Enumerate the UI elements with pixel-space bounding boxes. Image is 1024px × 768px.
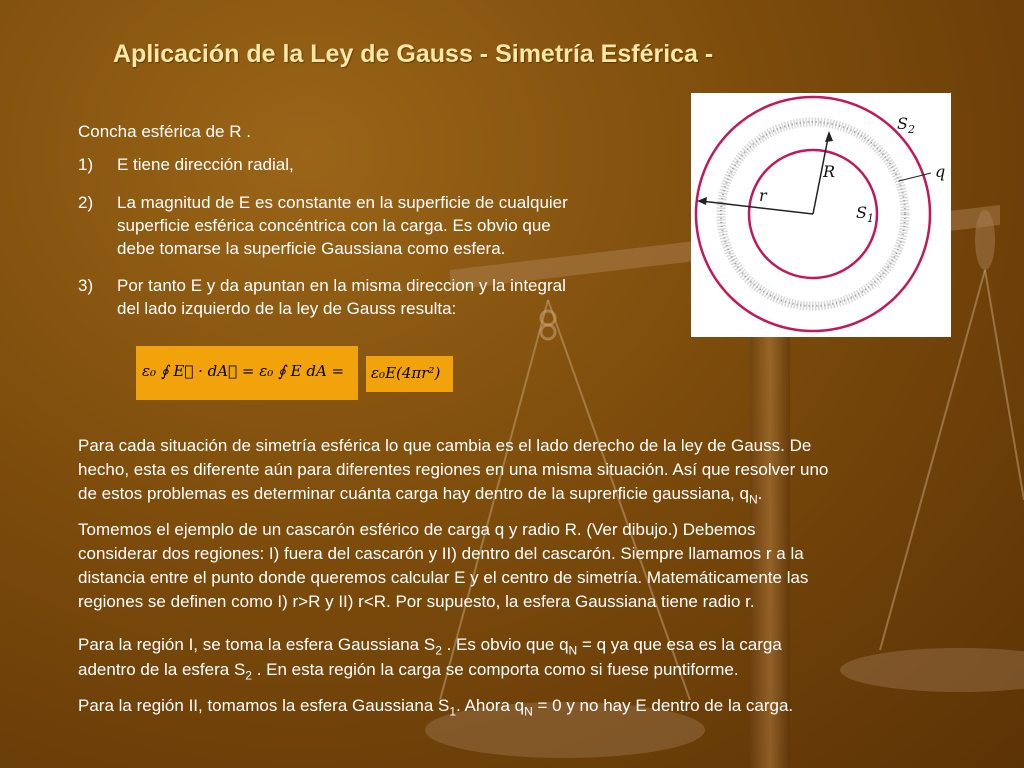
gauss-result-equation bbox=[366, 356, 453, 392]
paragraph-1-line-2: hecho, esta es diferente aún para diferentes regiones en una misma situación. Así que resolver uno bbox=[78, 460, 829, 479]
label-q: q bbox=[935, 162, 946, 181]
list-item-3-line-2: del lado izquierdo de la ley de Gauss resulta: bbox=[117, 299, 457, 318]
paragraph-3-line-1: Para la región I, se toma la esfera Gaussiana $S_2$ . Es obvio que $q_N = q$ ya que esa es la carga bbox=[78, 635, 782, 658]
label-s1: $S_1$ bbox=[856, 203, 874, 225]
list-item-1: 1) E tiene dirección radial, bbox=[78, 155, 294, 174]
spherical-shell-diagram bbox=[691, 93, 951, 337]
paragraph-2-line-3: distancia entre el punto donde queremos calcular E y el centro de simetría. Matemáticamente las bbox=[78, 568, 809, 587]
paragraph-1-line-3: de estos problemas es determinar cuánta carga hay dentro de la suprerficie gaussiana, $q_N$. bbox=[78, 484, 763, 507]
q-pointer bbox=[899, 173, 931, 181]
paragraph-2-line-2: considerar dos regiones: I) fuera del cascarón y II) dentro del cascarón. Siempre llamamos r a la bbox=[78, 544, 804, 563]
page-title: Aplicación de la Ley de Gauss - Simetría Esférica - bbox=[113, 40, 714, 68]
diagram-svg bbox=[691, 93, 951, 337]
paragraph-1-line-1: Para cada situación de simetría esférica lo que cambia es el lado derecho de la ley de Gauss. De bbox=[78, 436, 812, 455]
intro-text: Concha esférica de R . bbox=[78, 122, 251, 141]
list-item-3: 3) Por tanto E y da apuntan en la misma direccion y la integral bbox=[78, 276, 566, 295]
paragraph-2-line-1: Tomemos el ejemplo de un cascarón esférico de carga q y radio R. (Ver dibujo.) Debemos bbox=[78, 520, 756, 539]
equation-left-side: ε₀ ∮ E⃗ · dA⃗ = ε₀ ∮ E dA = bbox=[142, 362, 345, 380]
label-R: R bbox=[823, 162, 836, 181]
label-r: r bbox=[759, 186, 767, 205]
paragraph-4: Para la región II, tomamos la esfera Gaussiana $S_1$. Ahora $q_N = 0$ y no hay E dentro de la carga. bbox=[78, 696, 794, 719]
list-item-2: 2) La magnitud de E es constante en la superficie de cualquier bbox=[78, 193, 568, 212]
paragraph-3-line-2: adentro de la esfera $S_2$ . En esta región la carga se comporta como si fuese puntiforme. bbox=[78, 660, 739, 683]
gauss-integral-equation bbox=[136, 346, 358, 400]
label-s2: $S_2$ bbox=[897, 114, 915, 136]
paragraph-2-line-4: regiones se definen como I) r>R y II) r<R. Por supuesto, la esfera Gaussiana tiene radio r. bbox=[78, 592, 755, 611]
list-item-2-line-2: superficie esférica concéntrica con la carga. Es obvio que bbox=[117, 216, 551, 235]
list-item-2-line-3: debe tomarse la superficie Gaussiana como esfera. bbox=[117, 239, 506, 258]
equation-result: ε₀E(4πr²) bbox=[371, 364, 441, 382]
